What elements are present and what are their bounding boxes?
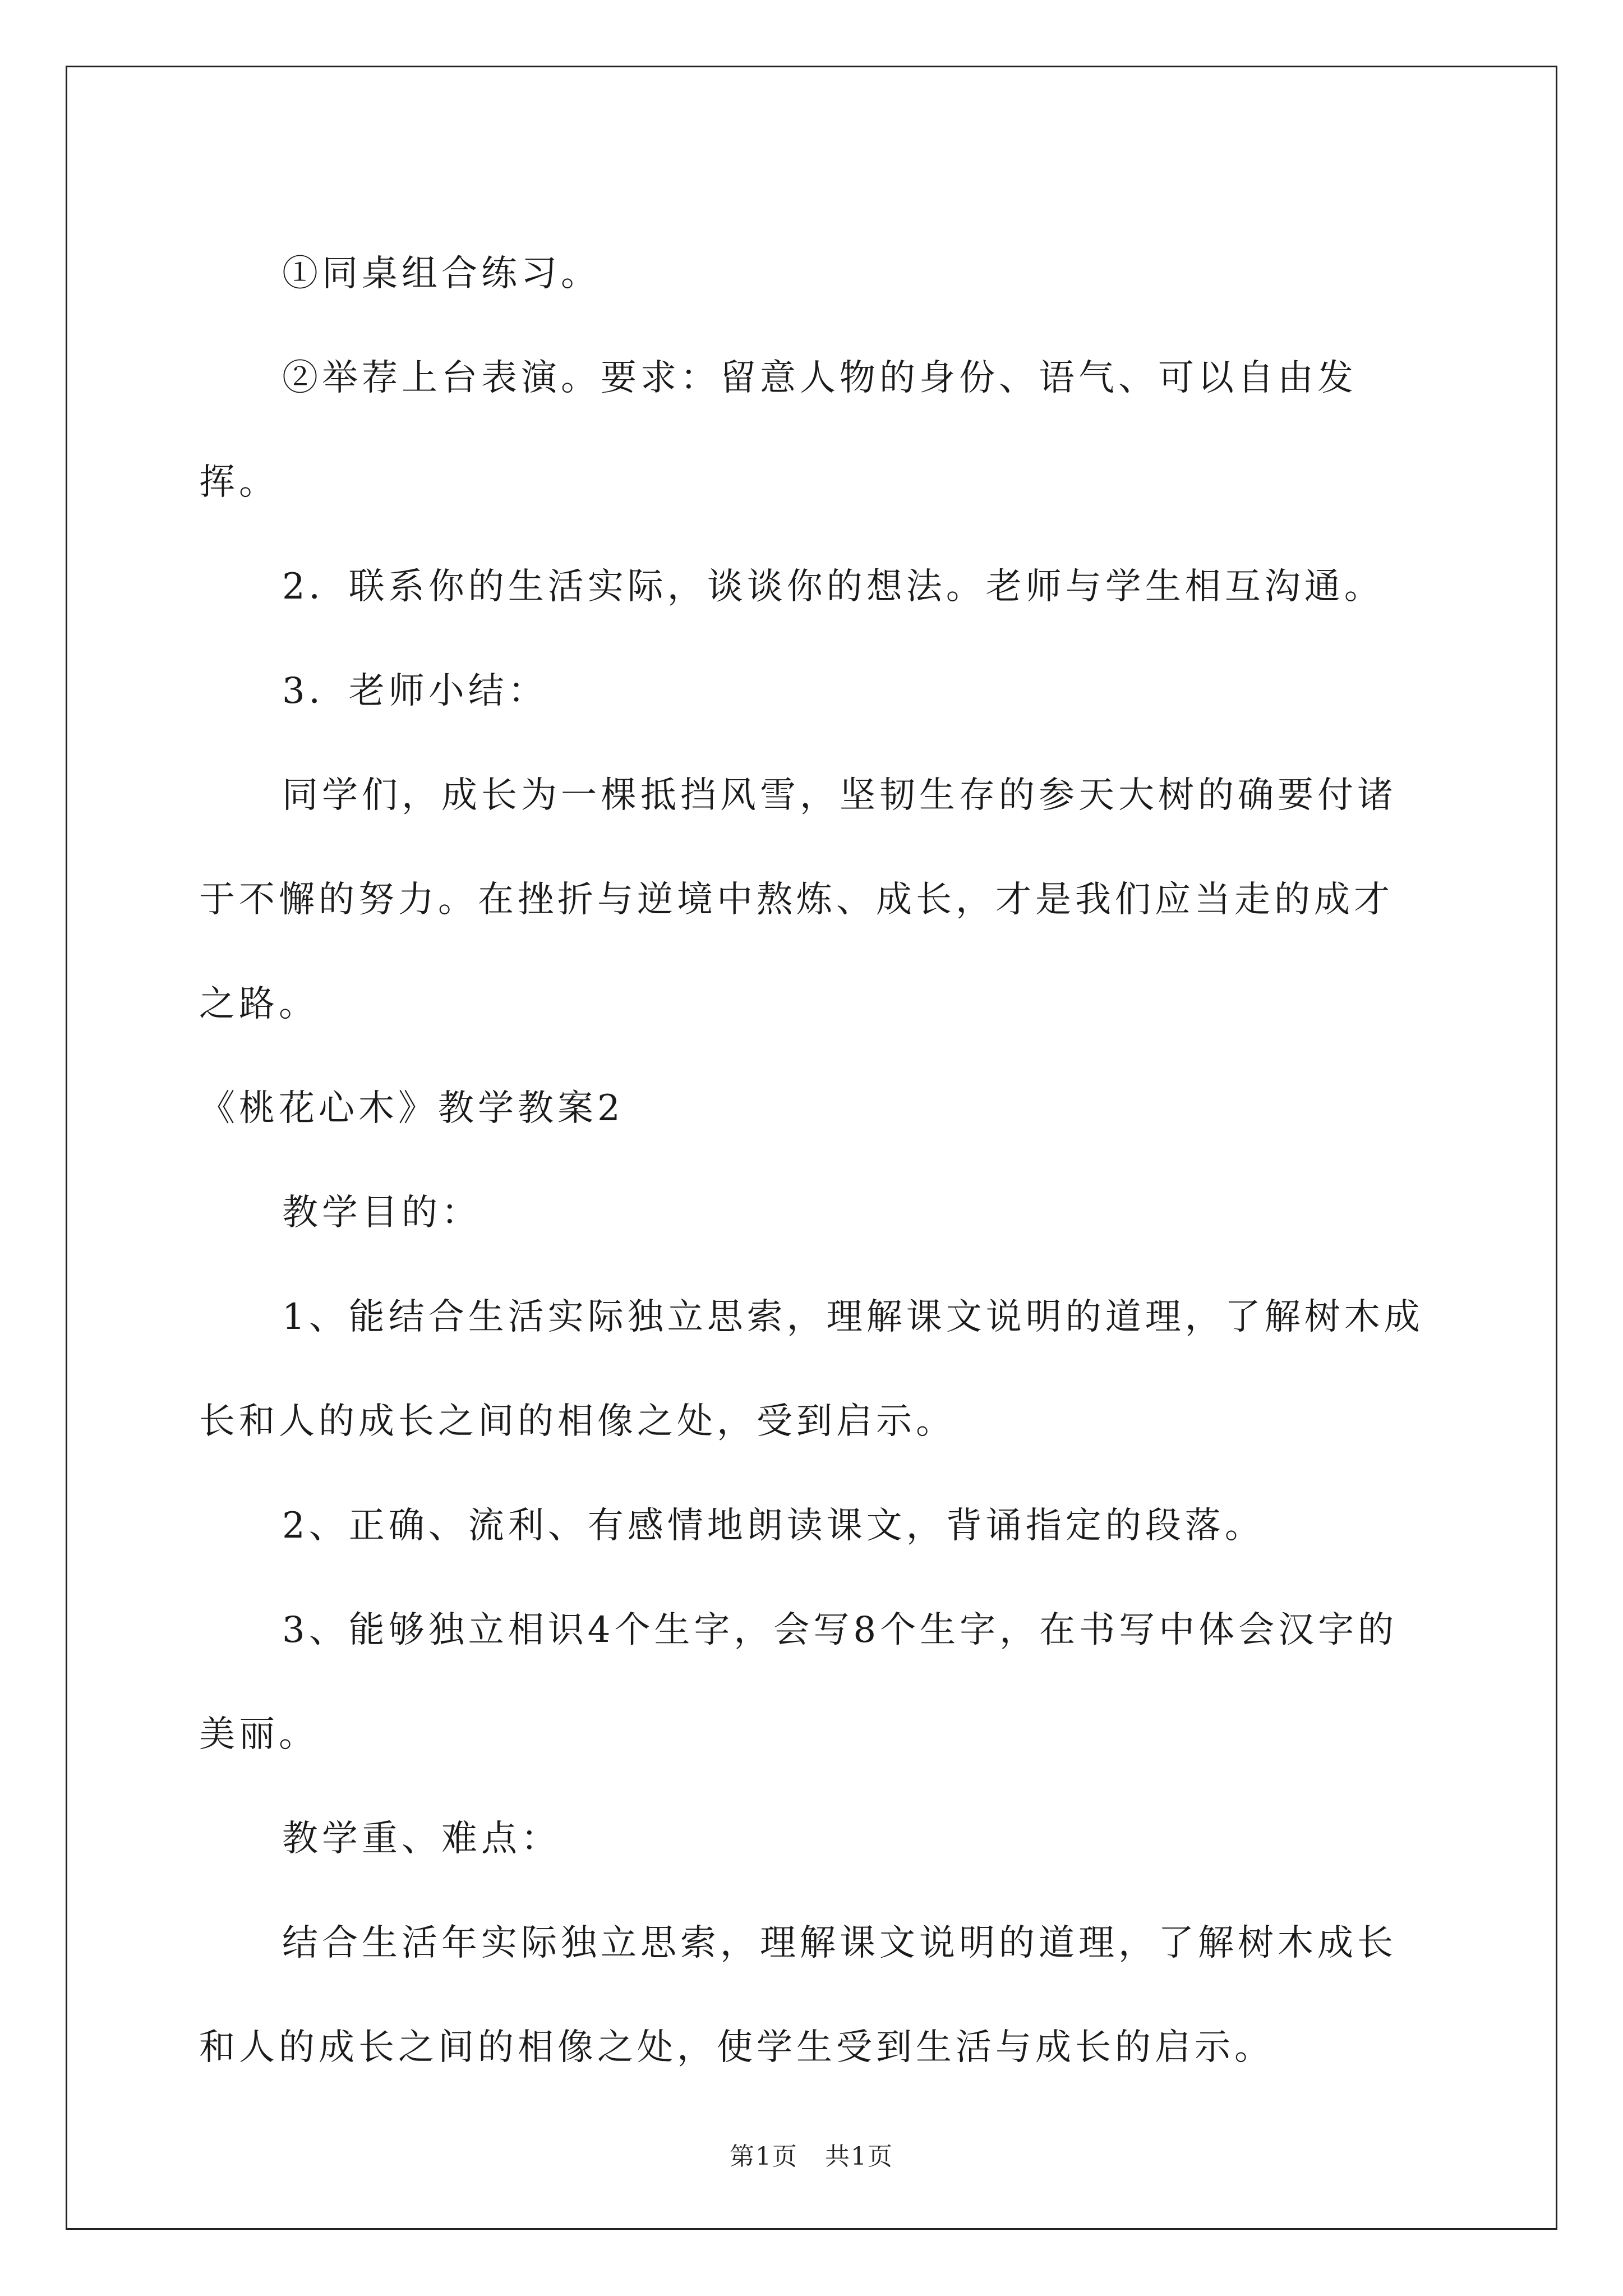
page-total: 共1页: [824, 2142, 893, 2171]
section-title: 《桃花心木》教学教案2: [199, 1088, 624, 1129]
paragraph-practice-pairs: ①同桌组合练习。: [282, 253, 601, 295]
paragraph-summary: 同学们，成长为一棵抵挡风雪，坚韧生存的参天大树的确要付诸于不懈的努力。在挫折与逆境中熬炼、成长，才是我们应当走的成才之路。: [199, 775, 1397, 1025]
paragraph-summary-label: 3．老师小结：: [282, 670, 548, 712]
page-footer: [0, 2136, 1623, 2172]
paragraph-objective-1: 1、能结合生活实际独立思索，理解课文说明的道理，了解树木成长和人的成长之间的相像之处，受到启示。: [199, 1296, 1424, 1442]
document-body: [199, 222, 1433, 2100]
page-number: 第1页: [730, 2142, 799, 2171]
paragraph-objectives-label: 教学目的：: [282, 1192, 481, 1234]
paragraph-discussion: 2．联系你的生活实际，谈谈你的想法。老师与学生相互沟通。: [282, 566, 1384, 608]
paragraph-objective-3: 3、能够独立相识4个生字，会写8个生字，在书写中体会汉字的美丽。: [199, 1609, 1398, 1755]
paragraph-key-points-label: 教学重、难点：: [282, 1818, 561, 1860]
paragraph-objective-2: 2、正确、流利、有感情地朗读课文，背诵指定的段落。: [282, 1505, 1265, 1547]
paragraph-performance: ②举荐上台表演。要求：留意人物的身份、语气、可以自由发挥。: [199, 357, 1357, 503]
paragraph-key-points: 结合生活年实际独立思索，理解课文说明的道理，了解树木成长和人的成长之间的相像之处，使学生受到生活与成长的启示。: [199, 1922, 1397, 2068]
